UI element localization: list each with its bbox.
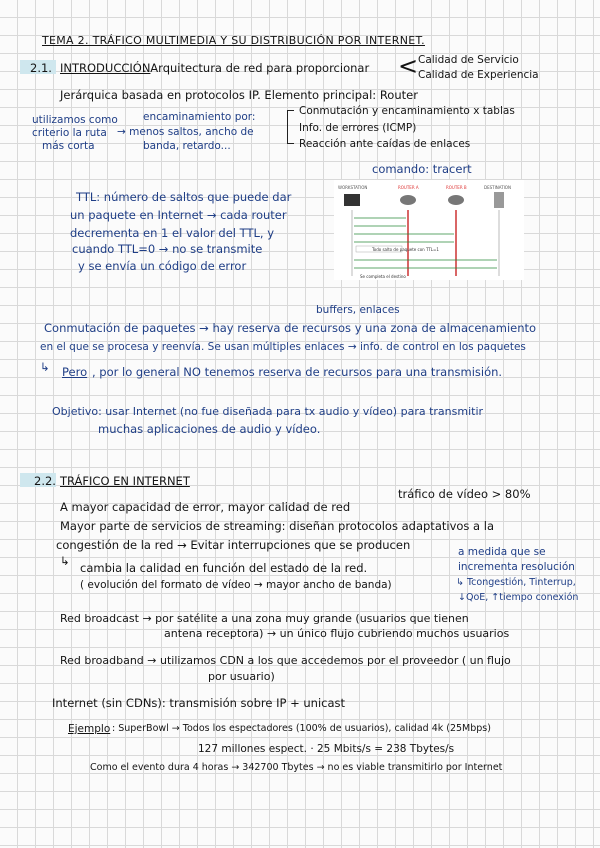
section-heading: INTRODUCCIÓN — [60, 61, 151, 75]
buffers-note: buffers, enlaces — [316, 304, 400, 316]
section-heading: TRÁFICO EN INTERNET — [60, 474, 190, 488]
broadband-line: por usuario) — [208, 670, 275, 683]
router-a-icon — [400, 195, 416, 205]
router-b-icon — [448, 195, 464, 205]
page-title: TEMA 2. TRÁFICO MULTIMEDIA Y SU DISTRIBUCIÓN POR INTERNET. — [42, 34, 425, 47]
ttl-line: un paquete en Internet → cada router — [70, 208, 287, 222]
goal-item: Calidad de Servicio — [418, 54, 519, 66]
resolution-note: a medida que se — [458, 546, 546, 558]
but-text: , por lo general NO tenemos reserva de recursos para una transmisión. — [92, 365, 503, 379]
broadcast-line: Red broadcast → por satélite a una zona muy grande (usuarios que tienen — [60, 612, 469, 625]
capacity-text: A mayor capacidad de error, mayor calidad de red — [60, 500, 351, 514]
side-note-line: utilizamos como — [32, 114, 118, 126]
diagram-caption-bottom: Se completa el destino — [360, 274, 406, 279]
video-note: tráfico de vídeo > 80% — [398, 487, 531, 501]
node-label-router-b: ROUTER B — [446, 185, 467, 190]
resolution-note: incrementa resolución — [458, 561, 575, 573]
resolution-note: ↳ Tcongestión, Tinterrup, — [456, 577, 576, 588]
example-line: Como el evento dura 4 horas → 342700 Tbytes → no es viable transmitirlo por Internet — [90, 762, 503, 773]
streaming-line: congestión de la red → Evitar interrupciones que se producen — [56, 538, 411, 552]
node-label-router-a: ROUTER A — [398, 185, 419, 190]
ttl-line: TTL: número de saltos que puede dar — [76, 190, 292, 204]
goal-item: Calidad de Experiencia — [418, 69, 539, 81]
example-label: Ejemplo — [68, 723, 111, 735]
function-item: Info. de errores (ICMP) — [299, 122, 417, 134]
section-number: 2.2. — [34, 474, 56, 488]
switching-line: en el que se procesa y reenvía. Se usan múltiples enlaces → info. de control en los paquetes — [40, 341, 526, 353]
ttl-line: y se envía un código de error — [78, 259, 247, 273]
objective-line: Objetivo: usar Internet (no fue diseñada para tx audio y vídeo) para transmitir — [52, 405, 484, 418]
tracert-diagram — [334, 180, 524, 280]
workstation-icon — [344, 194, 360, 206]
ttl-line: cuando TTL=0 → no se transmite — [72, 242, 263, 256]
node-label-workstation: WORKSTATION — [338, 185, 368, 190]
broadcast-line: antena receptora) → un único flujo cubriendo muchos usuarios — [164, 627, 510, 640]
diagram-caption-top: Todo salto de paquete con TTL=1 — [372, 247, 439, 252]
quality-change-line: cambia la calidad en función del estado de la red. — [80, 561, 368, 575]
return-arrow-icon: ↳ — [40, 360, 50, 374]
server-icon — [494, 192, 504, 208]
routing-detail: banda, retardo... — [143, 140, 231, 152]
routing-label: encaminamiento por: — [143, 111, 256, 123]
routing-detail: → menos saltos, ancho de — [117, 126, 254, 138]
example-line: 127 millones espect. · 25 Mbits/s = 238 Tbytes/s — [198, 743, 455, 755]
function-item: Reacción ante caídas de enlaces — [299, 138, 471, 150]
side-note-line: más corta — [42, 140, 95, 152]
ttl-line: decrementa en 1 el valor del TTL, y — [70, 226, 275, 240]
section-number: 2.1. — [30, 61, 52, 75]
switching-line: Conmutación de paquetes → hay reserva de recursos y una zona de almacenamiento — [44, 321, 537, 335]
function-item: Conmutación y encaminamiento x tablas — [299, 105, 515, 117]
intro-text: . Arquitectura de red para proporcionar — [143, 61, 370, 75]
tracert-diagram-svg — [334, 180, 524, 280]
but-word: Pero — [62, 365, 88, 379]
internet-line: Internet (sin CDNs): transmisión sobre IP + unicast — [52, 696, 346, 710]
command-label: comando: tracert — [372, 162, 472, 176]
packet-arrows — [354, 218, 497, 268]
side-note-line: criterio la ruta — [32, 127, 107, 139]
broadband-line: Red broadband → utilizamos CDN a los que accedemos por el proveedor ( un flujo — [60, 654, 511, 667]
return-arrow-icon: ↳ — [60, 554, 70, 568]
quality-change-line: ( evolución del formato de vídeo → mayor ancho de banda) — [80, 579, 392, 591]
example-line: : SuperBowl → Todos los espectadores (100% de usuarios), calidad 4k (25Mbps) — [112, 723, 491, 734]
functions-bracket — [287, 110, 294, 144]
resolution-note: ↓QoE, ↑tiempo conexión — [458, 592, 579, 603]
hierarchy-text: Jerárquica basada en protocolos IP. Elemento principal: Router — [60, 88, 418, 102]
objective-line: muchas aplicaciones de audio y vídeo. — [98, 422, 321, 436]
streaming-line: Mayor parte de servicios de streaming: diseñan protocolos adaptativos a la — [60, 519, 495, 533]
node-label-destination: DESTINATION — [484, 185, 511, 190]
brace-left: < — [398, 52, 419, 80]
